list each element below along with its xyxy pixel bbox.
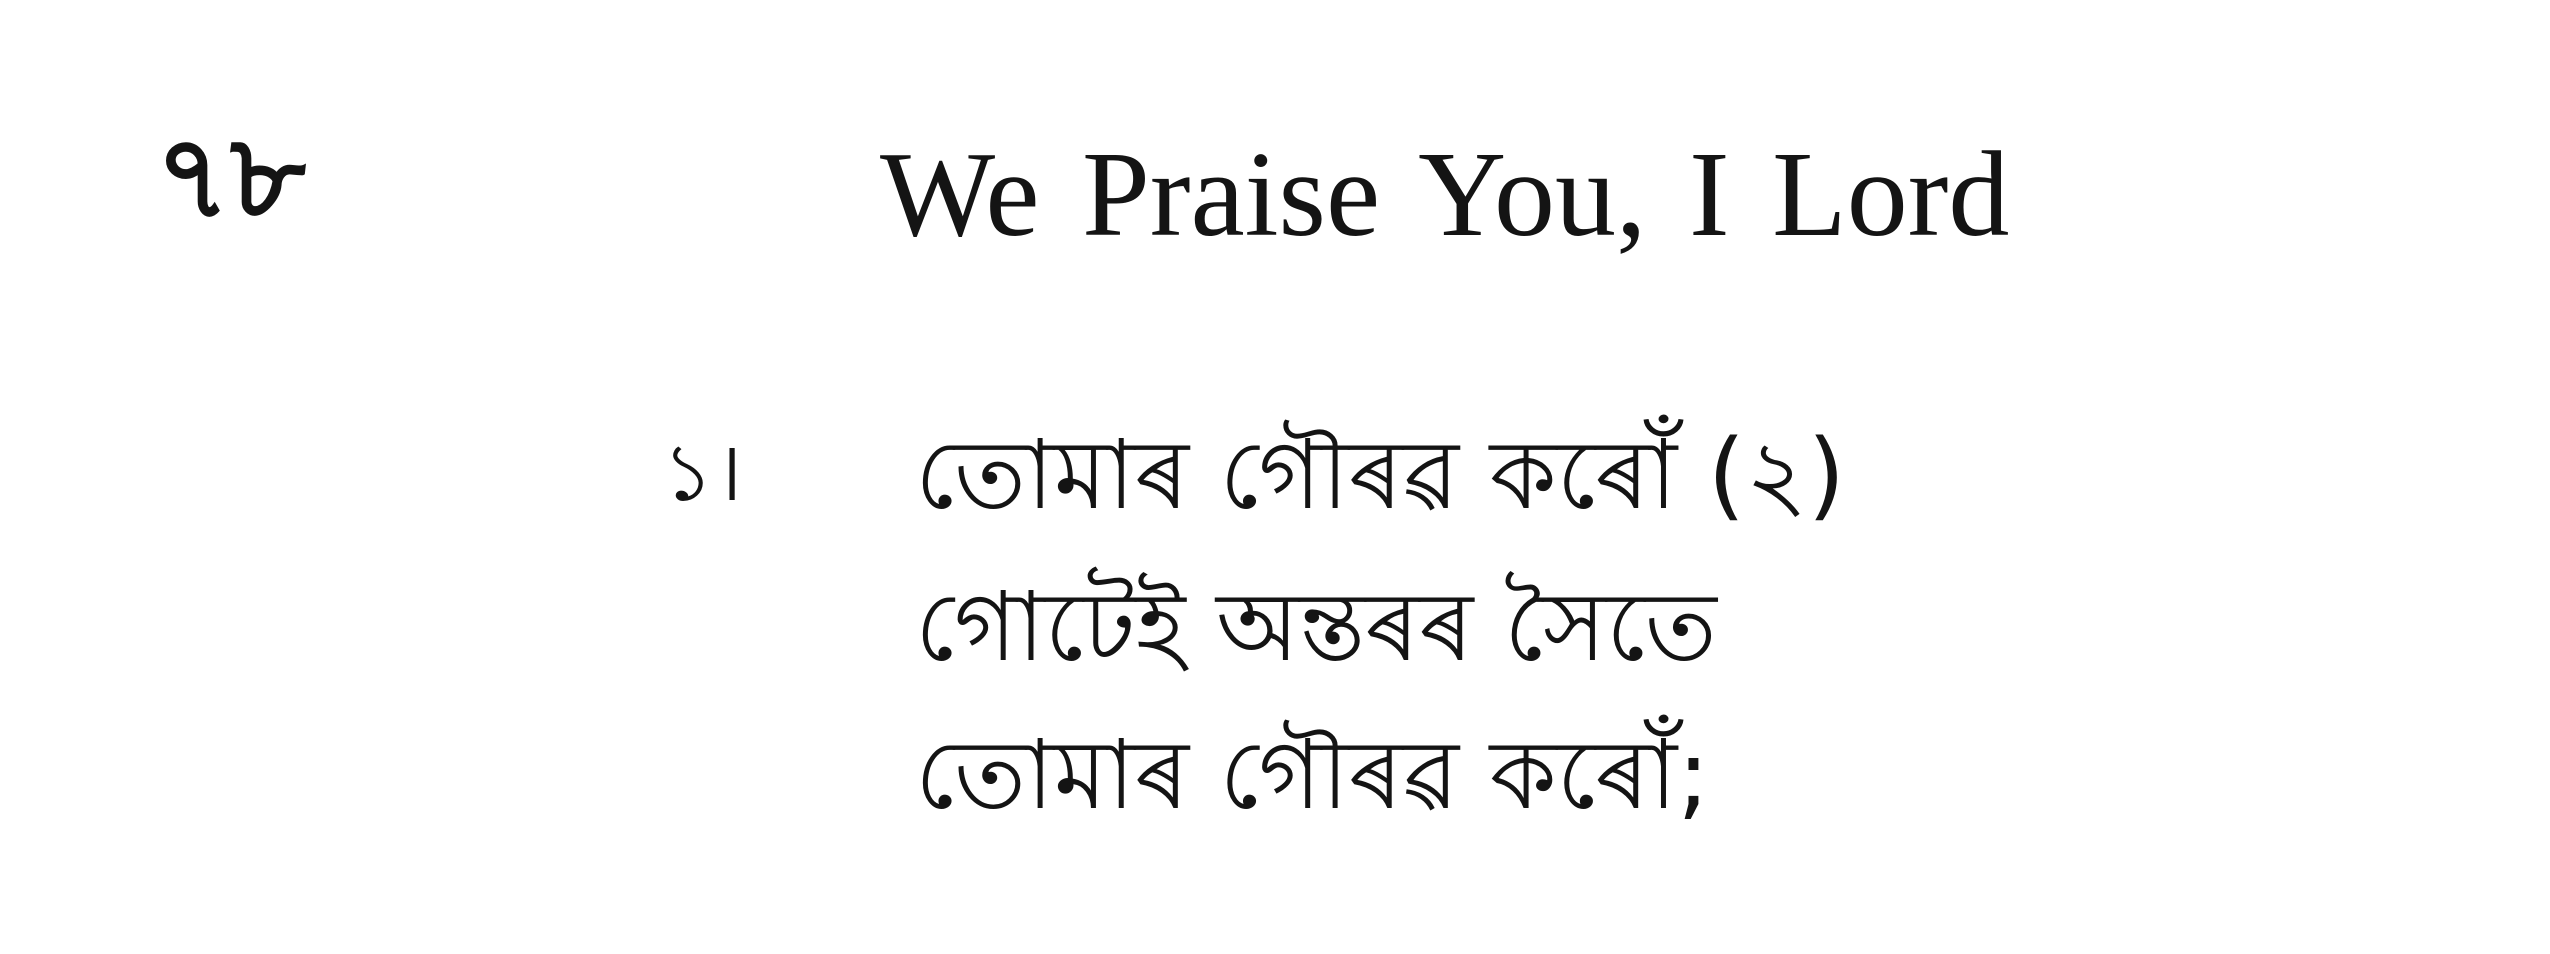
- hymn-number: ৭৮: [155, 110, 306, 245]
- verse-line: তোমাৰ গৌৰৱ কৰোঁ (২): [915, 419, 1846, 531]
- verse-line: গোটেই অন্তৰৰ সৈতে: [915, 571, 1717, 683]
- hymn-title: We Praise You, I Lord: [880, 127, 2010, 262]
- verse-line: তোমাৰ গৌৰৱ কৰোঁ;: [915, 719, 1710, 831]
- verse-number: ১।: [662, 426, 743, 519]
